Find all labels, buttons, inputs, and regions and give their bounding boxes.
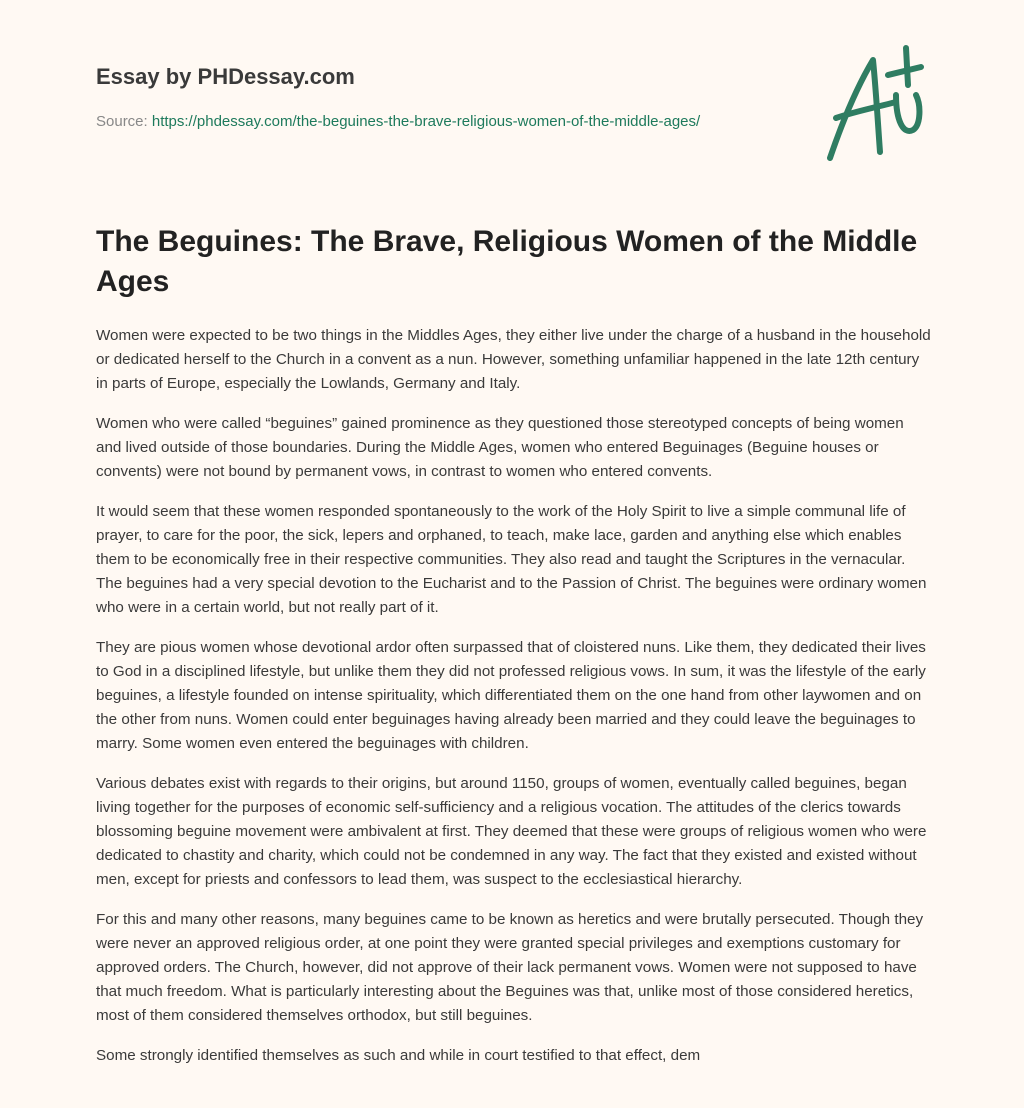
paragraph: It would seem that these women responded spontaneously to the work of the Holy Spirit to live a simple communal life of prayer, to care for the poor, the sick, lepers and orphaned, to teach, make lace, garden and anything else which enables them to be economically free in their respective communities. They also read and taught the Scriptures in the vernacular. The beguines had a very special devotion to the Eucharist and to the Passion of Christ. The beguines were ordinary women who were in a certain world, but not really part of it. [96, 503, 927, 616]
paragraph: Women who were called “beguines” gained prominence as they questioned those stereotyped concepts of being women and lived outside of those boundaries. During the Middle Ages, women who entered Beguinages (Beguine houses or convents) were not bound by permanent vows, in contrast to women who entered convents. [96, 415, 904, 480]
paragraph: For this and many other reasons, many beguines came to be known as heretics and were brutally persecuted. Though they were never an approved religious order, at one point they were granted special privileges and exemptions customary for approved orders. The Church, however, did not approve of their lack permanent vows. Women were not supposed to have that much freedom. What is particularly interesting about the Beguines was that, unlike most of those considered heretics, most of them considered themselves orthodox, but still beguines. [96, 911, 924, 1024]
source-link[interactable]: https://phdessay.com/the-beguines-the-brave-religious-women-of-the-middle-ages/ [151, 113, 701, 130]
source-label: Source: [96, 113, 152, 130]
paragraph: Some strongly identified themselves as such and while in court testified to that effect, dem [96, 1047, 701, 1064]
a-plus-logo-icon [818, 40, 928, 165]
paragraph: They are pious women whose devotional ardor often surpassed that of cloistered nuns. Like them, they dedicated their lives to God in a disciplined lifestyle, but unlike them they did not professed religious vows. In sum, it was the lifestyle of the early beguines, a lifestyle founded on intense spirituality, which differentiated them on the one hand from other laywomen and on the other from nuns. Women could enter beguinages having already been married and they could leave the beguinages to marry. Some women even entered the beguinages with children. [96, 639, 926, 752]
paragraph: Women were expected to be two things in the Middles Ages, they either live under the charge of a husband in the household or dedicated herself to the Church in a convent as a nun. However, something unfamiliar happened in the late 12th century in parts of Europe, especially the Lowlands, Germany and Italy. [96, 327, 931, 392]
essay-body [96, 324, 932, 1084]
source-line [96, 110, 736, 134]
paragraph: Various debates exist with regards to their origins, but around 1150, groups of women, eventually called beguines, began living together for the purposes of economic self-sufficiency and a religious vocation. The attitudes of the clerics towards blossoming beguine movement were ambivalent at first. They deemed that these were groups of religious women who were dedicated to chastity and charity, which could not be condemned in any way. The fact that they existed and existed without men, except for priests and confessors to lead them, was suspect to the ecclesiastical hierarchy. [96, 775, 927, 888]
brand-title: Essay by PHDessay.com [96, 64, 355, 89]
essay-title: The Beguines: The Brave, Religious Women of the Middle Ages [96, 225, 918, 298]
